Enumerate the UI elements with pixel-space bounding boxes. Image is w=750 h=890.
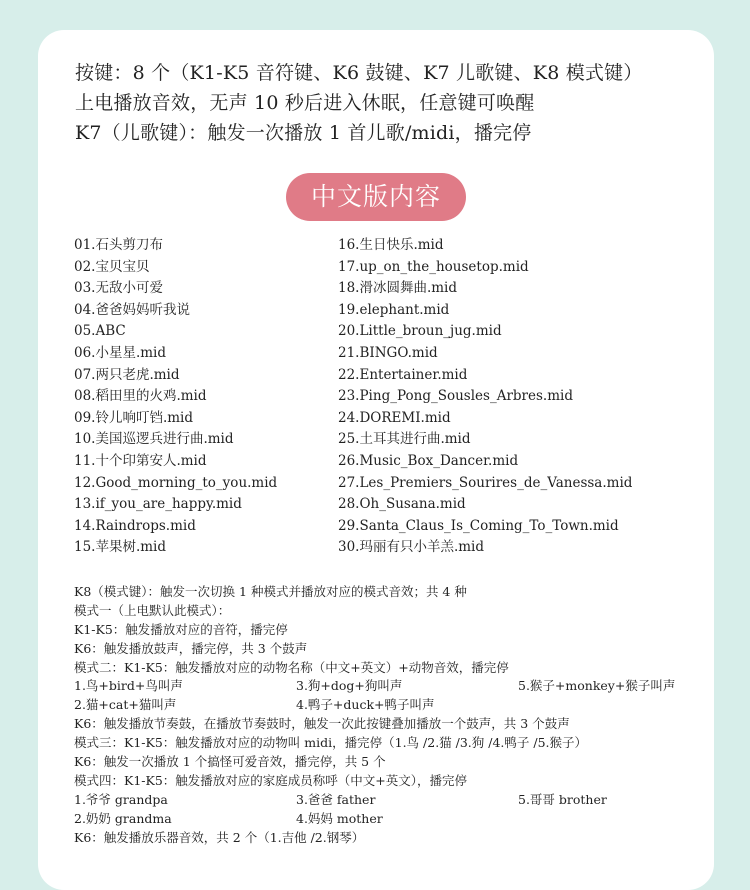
mode4-k6: K6：触发播放乐器音效，共 2 个（1.吉他 /2.钢琴） bbox=[74, 829, 365, 845]
mode2-items-row2 bbox=[74, 696, 709, 715]
song-item: 09.铃儿响叮铛.mid bbox=[74, 409, 194, 426]
content-card bbox=[38, 30, 714, 890]
mode1-title: 模式一（上电默认此模式）： bbox=[74, 602, 231, 618]
mode4-items-row1 bbox=[74, 791, 709, 810]
song-item: 18.滑冰圆舞曲.mid bbox=[338, 280, 458, 297]
mode3-title: 模式三：K1-K5：触发播放对应的动物叫 midi，播完停（1.鸟 /2.猫 /3.狗 /4.鸭子 /5.猴子） bbox=[74, 735, 588, 751]
mode4-item: 1.爷爷 grandpa bbox=[74, 791, 168, 807]
song-item: 28.Oh_Susana.mid bbox=[338, 496, 466, 513]
song-item: 13.if_you_are_happy.mid bbox=[74, 496, 242, 513]
mode2-title: 模式二：K1-K5：触发播放对应的动物名称（中文+英文）+动物音效，播完停 bbox=[74, 659, 509, 675]
song-item: 17.up_on_the_housetop.mid bbox=[338, 258, 529, 275]
song-item: 19.elephant.mid bbox=[338, 301, 450, 318]
mode2-item: 4.鸭子+duck+鸭子叫声 bbox=[296, 697, 435, 713]
intro-text bbox=[75, 58, 705, 148]
song-item: 01.石头剪刀布 bbox=[74, 237, 163, 253]
song-item: 02.宝贝宝贝 bbox=[74, 258, 150, 275]
song-item: 29.Santa_Claus_Is_Coming_To_Town.mid bbox=[338, 517, 619, 534]
intro-line-keys: 按键：8 个（K1-K5 音符键、K6 鼓键、K7 儿歌键、K8 模式键） bbox=[75, 62, 643, 84]
song-item: 15.苹果树.mid bbox=[74, 539, 167, 556]
song-item: 12.Good_morning_to_you.mid bbox=[74, 474, 278, 491]
song-list-left bbox=[74, 235, 334, 559]
song-item: 27.Les_Premiers_Sourires_de_Vanessa.mid bbox=[338, 474, 633, 491]
song-item: 21.BINGO.mid bbox=[338, 344, 438, 361]
song-item: 10.美国巡逻兵进行曲.mid bbox=[74, 431, 234, 448]
song-list-right bbox=[338, 235, 698, 559]
mode2-item: 5.猴子+monkey+猴子叫声 bbox=[518, 678, 676, 694]
song-item: 08.稻田里的火鸡.mid bbox=[74, 388, 207, 405]
song-item: 07.两只老虎.mid bbox=[74, 366, 180, 383]
intro-line-power: 上电播放音效，无声 10 秒后进入休眠，任意键可唤醒 bbox=[75, 92, 535, 114]
mode2-item: 2.猫+cat+猫叫声 bbox=[74, 697, 177, 713]
mode2-item: 1.鸟+bird+鸟叫声 bbox=[74, 678, 183, 694]
mode4-item: 3.爸爸 father bbox=[296, 791, 376, 807]
mode4-title: 模式四：K1-K5：触发播放对应的家庭成员称呼（中文+英文），播完停 bbox=[74, 772, 468, 788]
song-item: 03.无敌小可爱 bbox=[74, 280, 163, 297]
song-item: 20.Little_broun_jug.mid bbox=[338, 323, 502, 340]
mode4-item: 2.奶奶 grandma bbox=[74, 810, 172, 826]
song-item: 22.Entertainer.mid bbox=[338, 366, 468, 383]
mode2-k6: K6：触发播放节奏鼓，在播放节奏鼓时，触发一次此按键叠加播放一个鼓声，共 3 个鼓声 bbox=[74, 716, 570, 732]
song-item: 30.玛丽有只小羊羔.mid bbox=[338, 539, 485, 556]
section-title-badge: 中文版内容 bbox=[286, 173, 466, 221]
mode3-k6: K6：触发一次播放 1 个搞怪可爱音效，播完停，共 5 个 bbox=[74, 754, 386, 770]
song-item: 11.十个印第安人.mid bbox=[74, 452, 207, 469]
mode-description bbox=[74, 583, 709, 847]
song-item: 26.Music_Box_Dancer.mid bbox=[338, 452, 519, 469]
mode1-k1k5: K1-K5：触发播放对应的音符，播完停 bbox=[74, 621, 288, 637]
k8-description: K8（模式键）：触发一次切换 1 种模式并播放对应的模式音效；共 4 种 bbox=[74, 584, 467, 599]
song-item: 05.ABC bbox=[74, 323, 126, 340]
song-item: 14.Raindrops.mid bbox=[74, 517, 196, 534]
mode4-item: 5.哥哥 brother bbox=[518, 791, 607, 807]
mode1-k6: K6：触发播放鼓声，播完停，共 3 个鼓声 bbox=[74, 640, 308, 656]
mode2-items-row1 bbox=[74, 677, 709, 696]
song-item: 16.生日快乐.mid bbox=[338, 237, 444, 253]
mode4-item: 4.妈妈 mother bbox=[296, 810, 383, 826]
mode4-items-row2 bbox=[74, 810, 709, 829]
song-item: 25.土耳其进行曲.mid bbox=[338, 431, 471, 448]
song-item: 06.小星星.mid bbox=[74, 344, 167, 361]
mode2-item: 3.狗+dog+狗叫声 bbox=[296, 678, 403, 694]
intro-line-k7: K7（儿歌键）：触发一次播放 1 首儿歌/midi，播完停 bbox=[75, 122, 532, 144]
song-item: 04.爸爸妈妈听我说 bbox=[74, 301, 190, 318]
song-item: 23.Ping_Pong_Sousles_Arbres.mid bbox=[338, 388, 573, 405]
song-item: 24.DOREMI.mid bbox=[338, 409, 451, 426]
